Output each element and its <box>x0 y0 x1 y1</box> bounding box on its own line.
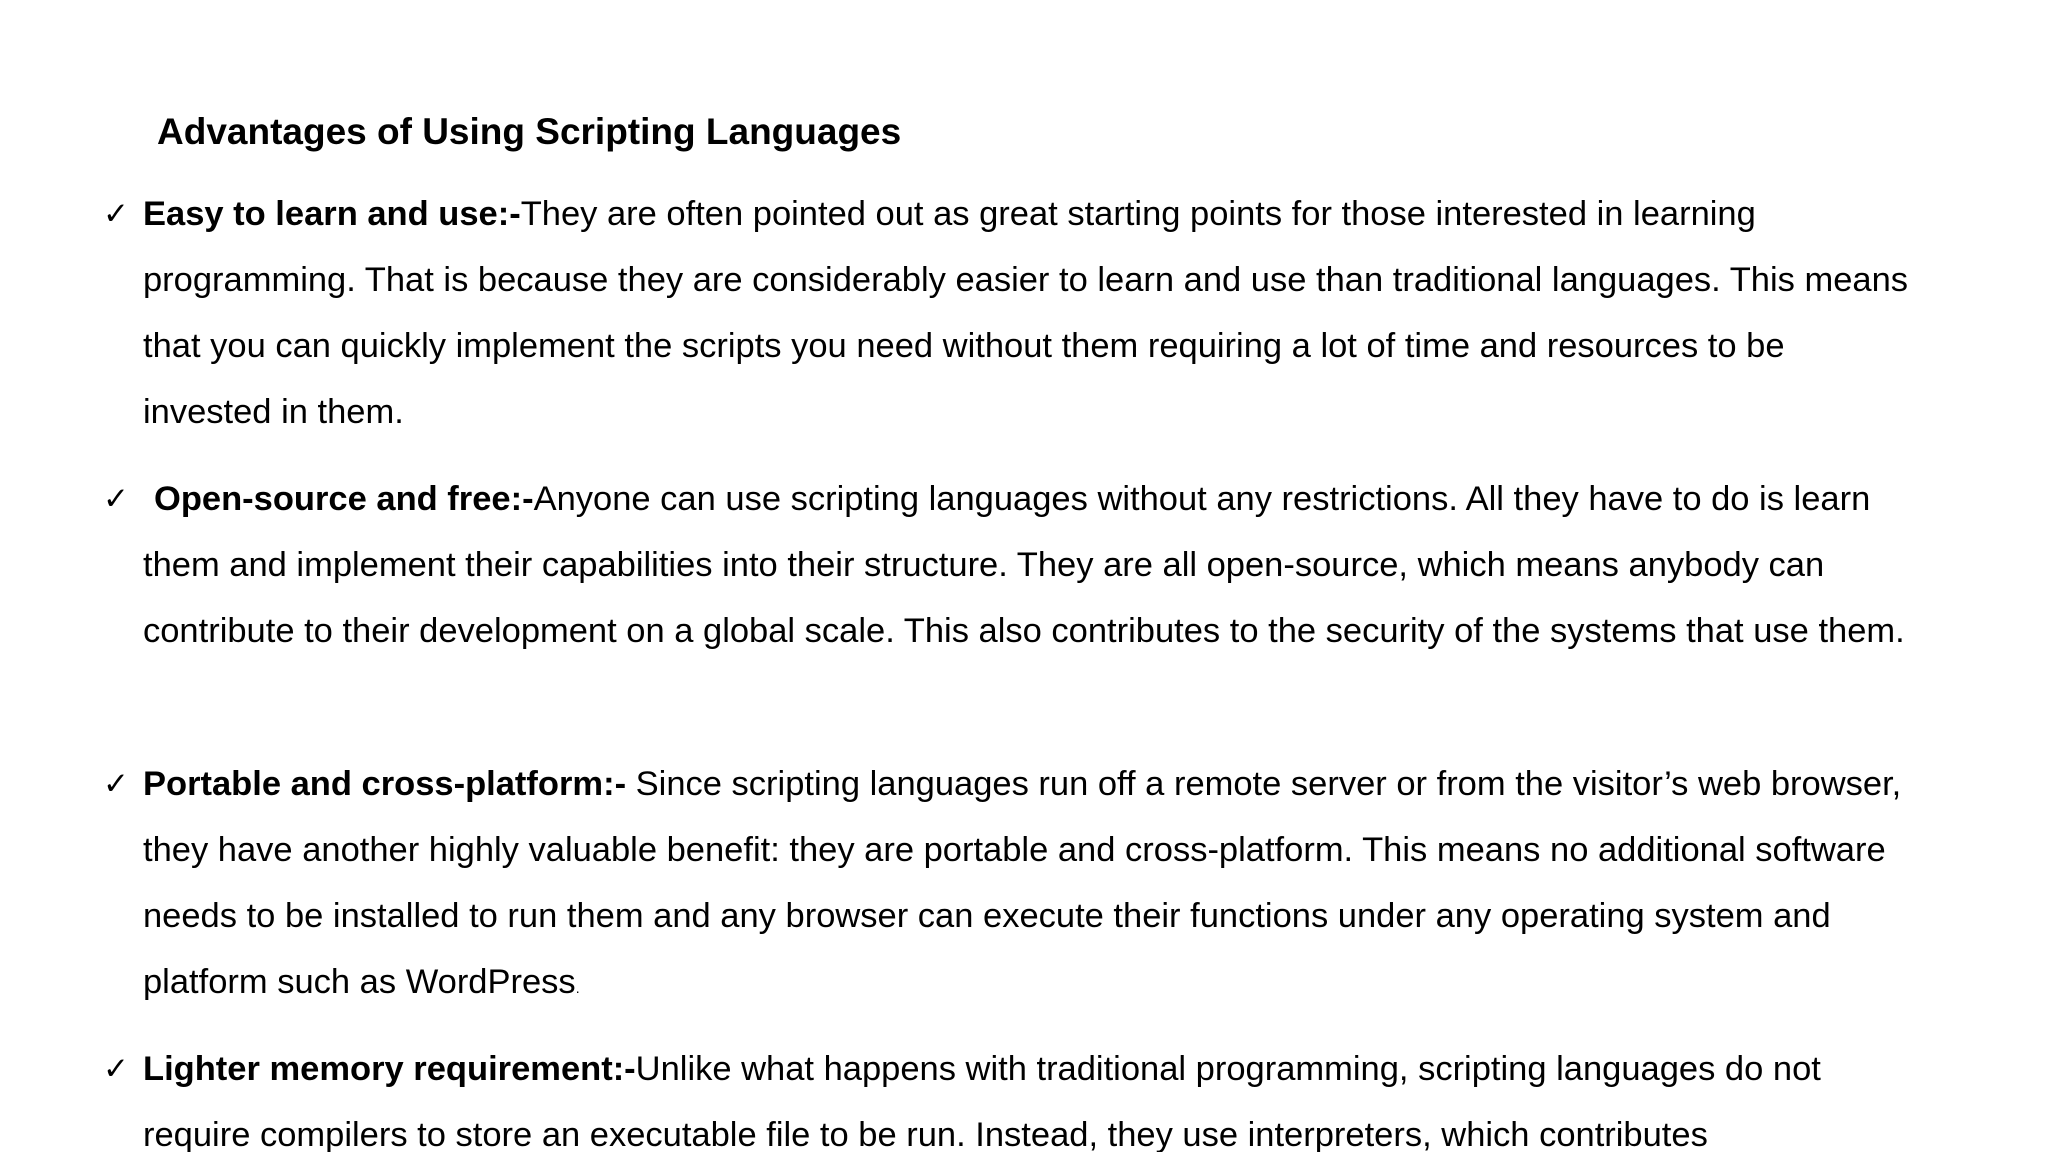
check-mark-icon: ✓ <box>103 766 129 802</box>
list-item-text <box>143 1036 1918 1152</box>
list-item-lead: Lighter memory requirement:- <box>143 1050 636 1088</box>
list-item-tail: . <box>575 980 580 996</box>
check-mark-icon: ✓ <box>103 481 129 517</box>
list-item-text <box>143 181 1918 445</box>
list-item-text <box>143 751 1918 1021</box>
list-item-lead: Easy to learn and use:- <box>143 195 521 233</box>
list-item-lead: Open-source and free:- <box>154 480 534 518</box>
list-item-body: Unlike what happens with traditional programming, scripting languages do not require compilers to store an executable file to be run. Instead, they use interpreters, which contributes <box>143 1050 1821 1152</box>
check-mark-icon: ✓ <box>103 196 129 232</box>
list-item-body: They are often pointed out as great starting points for those interested in learning programming. That is because they are considerably easier to learn and use than traditional languages. This means that you can quickly implement the scripts you need without them requiring a lot of time and resources to be invested in them. <box>143 195 1909 431</box>
list-item-text <box>143 466 1918 664</box>
list-item-body: Since scripting languages run off a remote server or from the visitor’s web browser, they have another highly valuable benefit: they are portable and cross-platform. This means no additional software needs to be installed to run them and any browser can execute their functions under any operating system and platform such as WordPress <box>143 765 1902 1001</box>
check-mark-icon: ✓ <box>103 1051 129 1087</box>
list-item-lead: Portable and cross-platform:- <box>143 765 627 803</box>
list-item-body: Anyone can use scripting languages without any restrictions. All they have to do is learn them and implement their capabilities into their structure. They are all open-source, which means anybody can contribute to their development on a global scale. This also contributes to the security of the systems that use them. <box>143 480 1905 650</box>
page-title: Advantages of Using Scripting Languages <box>157 111 902 152</box>
